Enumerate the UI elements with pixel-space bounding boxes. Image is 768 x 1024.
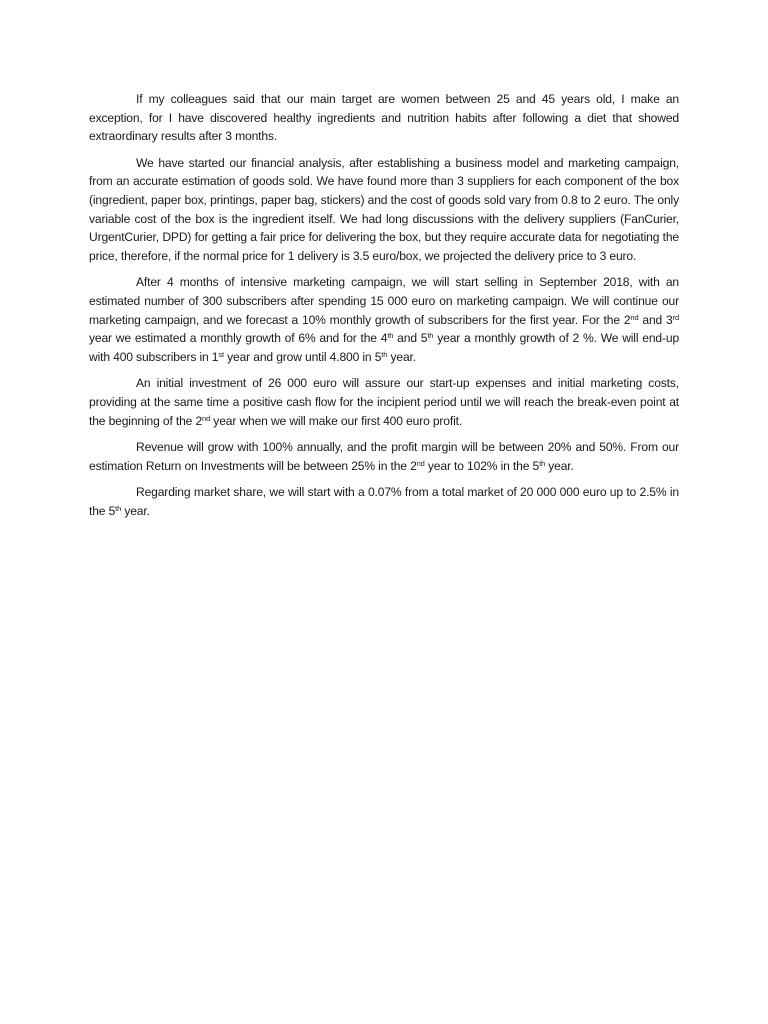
ordinal-suffix: nd (416, 458, 425, 468)
paragraph-target-market: If my colleagues said that our main target are women between 25 and 45 years old, I make an exception, for I have discovered healthy ingredients and nutrition habits after following a diet that showed extraordinary results after 3 months. (89, 92, 679, 144)
paragraph-market-share: Regarding market share, we will start with a 0.07% from a total market of 20 000 000 euro up to 2.5% in the 5th year. (89, 485, 679, 518)
document-body (89, 90, 679, 528)
paragraph-initial-investment: An initial investment of 26 000 euro will assure our start-up expenses and initial marketing costs, providing at the same time a positive cash flow for the incipient period until we will reach the break-even point at the beginning of the 2nd year when we will make our first 400 euro profit. (89, 376, 679, 428)
paragraph-financial-analysis: We have started our financial analysis, after establishing a business model and marketing campaign, from an accurate estimation of goods sold. We have found more than 3 suppliers for each component of the box (ingredient, paper box, printings, paper bag, stickers) and the cost of goods sold vary from 0.8 to 2 euro. The only variable cost of the box is the ingredient itself. We had long discussions with the delivery suppliers (FanCurier, UrgentCurier, DPD) for getting a fair price for delivering the box, but they require accurate data for negotiating the price, therefore, if the normal price for 1 delivery is 3.5 euro/box, we projected the delivery price to 3 euro. (89, 155, 679, 263)
ordinal-suffix: th (539, 458, 546, 468)
ordinal-suffix: rd (672, 312, 679, 322)
ordinal-suffix: nd (202, 413, 211, 423)
ordinal-suffix: th (427, 331, 434, 341)
ordinal-suffix: th (381, 349, 388, 359)
ordinal-suffix: th (115, 503, 122, 513)
ordinal-suffix: nd (630, 312, 639, 322)
ordinal-suffix: th (387, 331, 394, 341)
paragraph-marketing-campaign: After 4 months of intensive marketing campaign, we will start selling in September 2018, with an estimated number of 300 subscribers after spending 15 000 euro on marketing campaign. We will continue our marketing campaign, and we forecast a 10% monthly growth of subscribers for the first year. For the 2nd and 3rd year we estimated a monthly growth of 6% and for the 4th and 5th year a monthly growth of 2 %. We will end-up with 400 subscribers in 1st year and grow until 4.800 in 5th year. (89, 275, 680, 364)
ordinal-suffix: st (218, 349, 224, 359)
paragraph-revenue-growth: Revenue will grow with 100% annually, and the profit margin will be between 20% and 50%. From our estimation Return on Investments will be between 25% in the 2nd year to 102% in the 5th year. (89, 440, 679, 473)
